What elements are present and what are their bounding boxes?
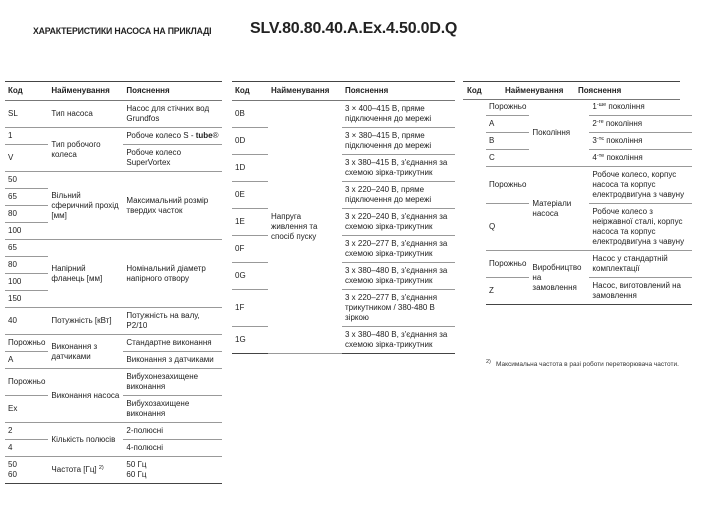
desc-text: Максимальний розмір твердих часток bbox=[126, 195, 209, 215]
desc-text: 3 × 400–415 В, пряме підключення до мережі bbox=[345, 104, 432, 123]
code-cell: SL bbox=[5, 101, 48, 128]
footnote-text: Максимальна частота в разі роботи перетворювача частоти. bbox=[496, 361, 679, 368]
desc-cell bbox=[123, 308, 222, 335]
desc-cell bbox=[342, 209, 455, 236]
desc-text: Стандартне виконання bbox=[126, 338, 212, 347]
desc-text: Робоче колесо з неіржавної сталі, корпус насоса та корпус електродвигуна з чавуну bbox=[592, 207, 685, 246]
desc-text: 3 x 220–277 В, з'єднання трикутником / 380-480 В зіркою bbox=[345, 293, 438, 322]
code-cell: Z bbox=[486, 278, 529, 305]
code-cell: B bbox=[486, 133, 529, 150]
code-cell: 40 bbox=[5, 308, 48, 335]
name-cell bbox=[48, 423, 123, 457]
desc-text: покоління bbox=[604, 136, 643, 145]
desc-cell bbox=[123, 369, 222, 396]
footnote-ref: 2) bbox=[98, 465, 104, 471]
table-row bbox=[5, 423, 222, 440]
code-cell: C bbox=[486, 150, 529, 167]
code-cell: 1G bbox=[232, 327, 268, 354]
desc-cell bbox=[589, 278, 692, 305]
desc-num: 1 bbox=[592, 102, 597, 111]
name-cell bbox=[48, 128, 123, 172]
code-cell: 100 bbox=[5, 274, 48, 291]
desc-cell bbox=[123, 240, 222, 308]
table-row bbox=[486, 133, 692, 150]
name-cell bbox=[48, 369, 123, 423]
example-type-code: SLV.80.80.40.A.Ex.4.50.0D.Q bbox=[250, 20, 458, 37]
name-cell bbox=[48, 101, 123, 128]
name-cell bbox=[48, 240, 123, 308]
desc-text: 3 x 380–415 В, з'єднання за схемою зірка-трикутник bbox=[345, 158, 448, 177]
name-cell bbox=[268, 101, 342, 354]
desc-cell bbox=[342, 327, 455, 354]
desc-num: 4 bbox=[592, 153, 597, 162]
desc-cell bbox=[342, 263, 455, 290]
header-code: Код bbox=[5, 82, 48, 101]
table-row bbox=[232, 327, 455, 354]
desc-cell bbox=[589, 133, 692, 150]
code-cell: 80 bbox=[5, 206, 48, 223]
desc-text: 4-полюсні bbox=[126, 443, 163, 452]
name-text: Виконання з датчиками bbox=[51, 341, 98, 361]
table-row bbox=[5, 369, 222, 396]
table-row bbox=[486, 99, 692, 116]
name-cell bbox=[529, 99, 589, 167]
desc-text: Насос для стічних вод Grundfos bbox=[126, 104, 210, 123]
table-row bbox=[232, 155, 455, 182]
table-row bbox=[232, 128, 455, 155]
table-row bbox=[486, 150, 692, 167]
desc-text: Робоче колесо, корпус насоса та корпус електродвигуна з чавуну bbox=[592, 170, 685, 199]
code-cell: 50 bbox=[5, 172, 48, 189]
desc-text: Робоче колесо S - bbox=[126, 131, 194, 140]
desc-text: 3 × 380–415 В, пряме підключення до мережі bbox=[345, 131, 432, 150]
desc-bold: tube bbox=[195, 131, 213, 140]
code-cell: A bbox=[5, 352, 48, 369]
desc-sup: -ге bbox=[596, 119, 604, 125]
desc-num: 3 bbox=[592, 136, 597, 145]
desc-cell bbox=[123, 396, 222, 423]
desc-cell bbox=[123, 457, 222, 484]
code-cell: 65 bbox=[5, 189, 48, 206]
name-text: Виробництво на замовлення bbox=[532, 262, 582, 292]
code-cell: Q bbox=[486, 204, 529, 251]
desc-text: 2-полюсні bbox=[126, 426, 163, 435]
desc-text: Насос у стандартній комплектації bbox=[592, 254, 668, 273]
name-text: Кількість полюсів bbox=[51, 434, 116, 444]
desc-text: 3 x 380–480 В, з'єднання за схемою зірка-трикутник bbox=[345, 266, 448, 285]
desc-sup: -ше bbox=[596, 102, 607, 108]
desc-num: 2 bbox=[592, 119, 597, 128]
code-cell: 80 bbox=[5, 257, 48, 274]
desc-cell bbox=[589, 150, 692, 167]
desc-text: покоління bbox=[604, 153, 643, 162]
name-text: Покоління bbox=[532, 127, 571, 137]
code-cell: V bbox=[5, 145, 48, 172]
table-row bbox=[232, 236, 455, 263]
desc-sup: -те bbox=[596, 153, 605, 159]
code-cell: 0G bbox=[232, 263, 268, 290]
header-name: Найменування bbox=[48, 82, 123, 101]
code-cell: Порожньо bbox=[486, 167, 529, 204]
code-cell: 150 bbox=[5, 291, 48, 308]
code-cell: 1E bbox=[232, 209, 268, 236]
code-cell: 1F bbox=[232, 290, 268, 327]
desc-cell bbox=[123, 440, 222, 457]
name-text: Напірний фланець [мм] bbox=[51, 263, 103, 283]
code-cell: 0B bbox=[232, 101, 268, 128]
desc-text: Насос, виготовлений на замовлення bbox=[592, 281, 682, 300]
desc-text: Потужність на валу, P2/10 bbox=[126, 311, 200, 330]
name-cell bbox=[48, 335, 123, 369]
desc-cell bbox=[123, 172, 222, 240]
code-cell: 100 bbox=[5, 223, 48, 240]
table-row bbox=[486, 204, 692, 251]
desc-cell bbox=[589, 167, 692, 204]
desc-cell bbox=[589, 204, 692, 251]
desc-text: 3 x 220–277 В, з'єднання за схемою зірка-трикутник bbox=[345, 239, 448, 258]
name-cell bbox=[48, 308, 123, 335]
code-cell: 1D bbox=[232, 155, 268, 182]
header-desc: Пояснення bbox=[578, 86, 622, 95]
header-desc: Пояснення bbox=[342, 82, 455, 101]
code-cell: 50 60 bbox=[5, 457, 48, 484]
table-row bbox=[5, 457, 222, 484]
desc-cell bbox=[123, 335, 222, 352]
table-row bbox=[232, 290, 455, 327]
desc-text: Вибухонезахищене виконання bbox=[126, 372, 199, 391]
desc-cell bbox=[123, 352, 222, 369]
code-cell: A bbox=[486, 116, 529, 133]
footnote-mark: 2) bbox=[486, 359, 491, 365]
table-row bbox=[486, 251, 692, 278]
desc-cell bbox=[123, 423, 222, 440]
desc-cell bbox=[342, 101, 455, 128]
code-cell: 4 bbox=[5, 440, 48, 457]
desc-text: Робоче колесо SuperVortex bbox=[126, 148, 182, 167]
desc-cell bbox=[342, 155, 455, 182]
code-cell: 0E bbox=[232, 182, 268, 209]
name-text: Матеріали насоса bbox=[532, 198, 572, 218]
desc-cell bbox=[589, 116, 692, 133]
type-key-table-3 bbox=[486, 99, 692, 305]
table-row bbox=[486, 167, 692, 204]
desc-cell bbox=[342, 290, 455, 327]
header-name: Найменування bbox=[505, 86, 564, 95]
table-row bbox=[232, 209, 455, 236]
name-text: Вільний сферичний прохід [мм] bbox=[51, 190, 119, 220]
desc-text: Номінальний діаметр напірного отвору bbox=[126, 263, 206, 283]
name-text: Потужність [кВт] bbox=[51, 316, 112, 325]
desc-text: покоління bbox=[606, 102, 645, 111]
code-cell: Ex bbox=[5, 396, 48, 423]
code-cell: 1 bbox=[5, 128, 48, 145]
table-row bbox=[232, 101, 455, 128]
desc-text: Вибухозахищене виконання bbox=[126, 399, 190, 418]
code-cell: Порожньо bbox=[5, 369, 48, 396]
desc-text: 3 x 220–240 В, пряме підключення до мережі bbox=[345, 185, 432, 204]
type-key-table-2 bbox=[232, 81, 455, 354]
desc-sup: -тє bbox=[596, 136, 605, 142]
table-row bbox=[5, 101, 222, 128]
code-cell: 65 bbox=[5, 240, 48, 257]
name-text: Частота [Гц] bbox=[51, 465, 97, 474]
desc-cell bbox=[342, 236, 455, 263]
footnote bbox=[486, 360, 696, 369]
table-3-header bbox=[463, 81, 680, 100]
table-row bbox=[5, 128, 222, 145]
desc-cell bbox=[123, 101, 222, 128]
table-row bbox=[232, 182, 455, 209]
table-row bbox=[486, 116, 692, 133]
desc-cell bbox=[342, 182, 455, 209]
header-code: Код bbox=[232, 82, 268, 101]
name-cell bbox=[48, 457, 123, 484]
desc-text: покоління bbox=[603, 119, 643, 128]
desc-text: 3 x 220–240 В, з'єднання за схемою зірка-трикутник bbox=[345, 212, 448, 231]
type-key-table-1 bbox=[5, 81, 222, 484]
code-cell: 0F bbox=[232, 236, 268, 263]
code-cell: Порожньо bbox=[486, 99, 529, 116]
desc-text: Виконання з датчиками bbox=[126, 355, 214, 364]
desc-cell bbox=[589, 251, 692, 278]
name-text: Тип робочого колеса bbox=[51, 139, 101, 159]
desc-cell bbox=[589, 99, 692, 116]
header-desc: Пояснення bbox=[123, 82, 222, 101]
desc-text: 3 x 380–480 В, з'єднання за схемою зірка-трикутник bbox=[345, 330, 448, 349]
desc-tail: ® bbox=[212, 131, 219, 140]
name-text: Тип насоса bbox=[51, 109, 93, 118]
header-name: Найменування bbox=[268, 82, 342, 101]
code-cell: 0D bbox=[232, 128, 268, 155]
name-text: Напруга живлення та спосіб пуску bbox=[271, 212, 318, 241]
name-cell bbox=[529, 251, 589, 305]
table-row bbox=[5, 172, 222, 189]
desc-cell bbox=[342, 128, 455, 155]
table-row bbox=[232, 263, 455, 290]
code-cell: Порожньо bbox=[5, 335, 48, 352]
code-cell: 2 bbox=[5, 423, 48, 440]
table-row bbox=[5, 240, 222, 257]
name-cell bbox=[529, 167, 589, 251]
header-code: Код bbox=[467, 86, 482, 95]
table-row bbox=[486, 278, 692, 305]
section-title: ХАРАКТЕРИСТИКИ НАСОСА НА ПРИКЛАДІ bbox=[33, 26, 212, 37]
desc-cell bbox=[123, 145, 222, 172]
name-cell bbox=[48, 172, 123, 240]
desc-text: 50 Гц 60 Гц bbox=[126, 460, 147, 479]
table-row bbox=[5, 308, 222, 335]
desc-cell bbox=[123, 128, 222, 145]
name-text: Виконання насоса bbox=[51, 390, 120, 400]
code-cell: Порожньо bbox=[486, 251, 529, 278]
table-row bbox=[5, 335, 222, 352]
